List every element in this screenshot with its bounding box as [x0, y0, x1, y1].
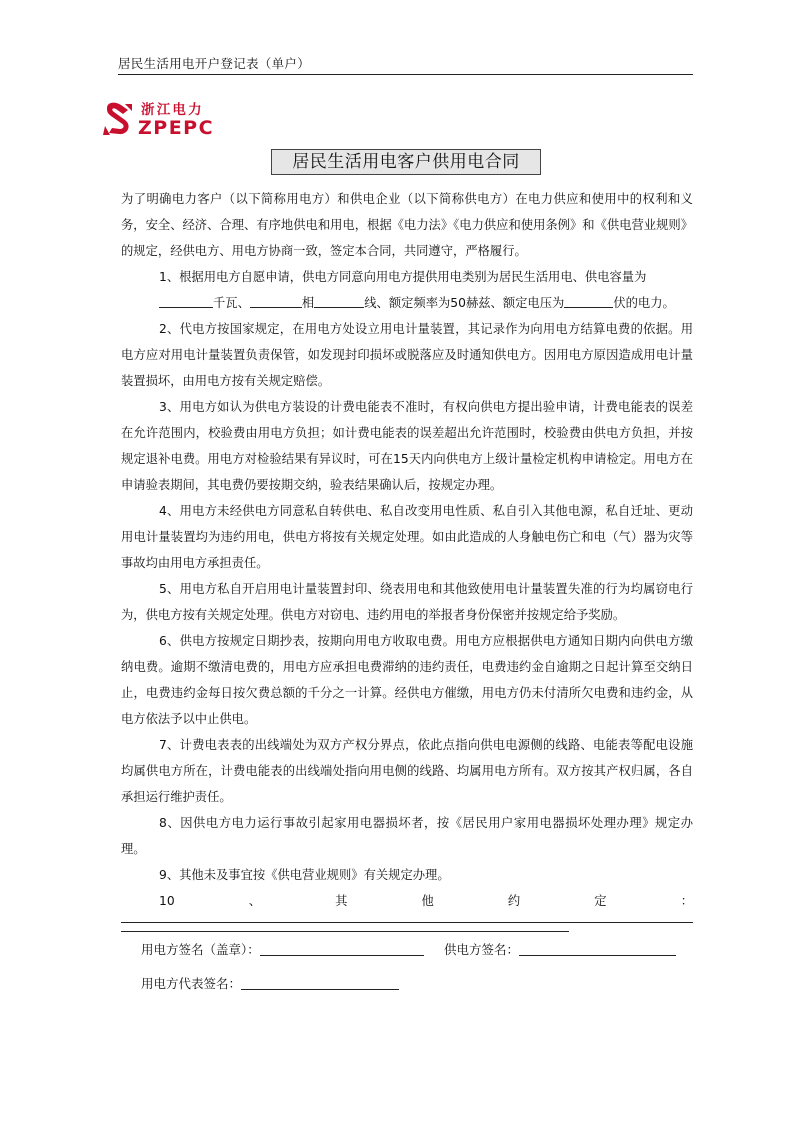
unit-volt: 伏的电力。	[613, 296, 675, 310]
voltage-blank[interactable]	[564, 294, 613, 308]
company-logo	[101, 100, 231, 140]
clause-10	[121, 888, 693, 940]
clause-3: 3、用电方如认为供电方装设的计费电能表不准时，有权向供电方提出验申请，计费电能表的误差在允许范围内，校验费由用电方负担；如计费电能表的误差超出允许范围时，校验费由供电方负担，并按规定退补电费。用电方对检验结果有异议时，可在15天内向供电方上级计量检定机构申请检定。用电方在申请验表期间，其电费仍要按期交纳，验表结果确认后，按规定办理。	[121, 400, 693, 492]
clause-5: 5、用电方私自开启用电计量装置封印、绕表用电和其他致使用电计量装置失准的行为均属窃电行为，供电方按有关规定处理。供电方对窃电、违约用电的举报者身份保密并按规定给予奖励。	[121, 582, 693, 622]
wire-blank[interactable]	[314, 294, 364, 308]
user-sign-line[interactable]	[260, 941, 424, 956]
clause-4: 4、用电方未经供电方同意私自转供电、私自改变用电性质、私自引入其他电源，私自迁址、更动用电计量装置均为违约用电，供电方将按有关规定处理。如由此造成的人身触电伤亡和电（气）器为灾等事故均由用电方承担责任。	[121, 504, 693, 570]
clause-6: 6、供电方按规定日期抄表，按期向用电方收取电费。用电方应根据供电方通知日期内向供电方缴纳电费。逾期不缴清电费的，用电方应承担电费滞纳的违约责任，电费违约金自逾期之日起计算至交纳日止，电费违约金每日按欠费总额的千分之一计算。经供电方催缴，用电方仍未付清所欠电费和违约金，从电方依法予以中止供电。	[121, 634, 693, 726]
preamble: 为了明确电力客户（以下简称用电方）和供电企业（以下简称供电方）在电力供应和使用中的权利和义务，安全、经济、合理、有序地供电和用电，根据《电力法》《电力供应和使用条例》和《供电营业规则》的规定，经供电方、用电方协商一致，签定本合同，共同遵守，严格履行。	[121, 192, 693, 258]
clause-1-text: 1、根据用电方自愿申请，供电方同意向用电方提供用电类别为居民生活用电、供电容量为	[159, 270, 647, 284]
supplier-sign-line[interactable]	[519, 941, 676, 956]
user-signature-row	[141, 940, 424, 960]
clause-8: 8、因供电方电力运行事故引起家用电器损坏者，按《居民用户家用电器损坏处理办理》规定办理。	[121, 816, 693, 856]
contract-body	[121, 186, 693, 940]
unit-wire-freq: 线、额定频率为50赫兹、额定电压为	[364, 296, 565, 310]
clause-2: 2、代电方按国家规定，在用电方处设立用电计量装置，其记录作为向用电方结算电费的依据。用电方应对用电计量装置负责保管，如发现封印损坏或脱落应及时通知供电方。因用电方原因造成用电计量装置损坏，由用电方按有关规定赔偿。	[121, 322, 693, 388]
supplier-sign-label: 供电方签名：	[444, 942, 520, 957]
unit-phase: 相	[301, 296, 315, 310]
other-agreement-line[interactable]	[121, 918, 569, 932]
user-rep-signature-row	[141, 974, 399, 994]
phase-blank[interactable]	[250, 294, 302, 308]
logo-chinese-text: 浙江电力	[141, 102, 204, 118]
running-header: 居民生活用电开户登记表（单户）	[118, 56, 693, 75]
supplier-signature-row	[444, 940, 676, 960]
clause-9: 9、其他未及事宜按《供电营业规则》有关规定办理。	[159, 868, 450, 882]
user-sign-label: 用电方签名（盖章）：	[141, 942, 260, 957]
clause-1	[121, 264, 693, 290]
unit-kw: 千瓦、	[213, 296, 250, 310]
document-title: 居民生活用电客户供用电合同	[271, 149, 541, 175]
clause-1-fill-line	[121, 290, 693, 316]
capacity-blank[interactable]	[159, 294, 213, 308]
clause-10-label: 10、其他约定：	[159, 894, 693, 908]
zpepc-emblem-icon	[101, 100, 137, 140]
section-divider	[121, 922, 693, 923]
clause-7: 7、计费电表表的出线端处为双方产权分界点，依此点指向供电电源侧的线路、电能表等配电设施均属供电方所在，计费电能表的出线端处指向用电侧的线路、均属用电方所有。双方按其产权归属，各自承担运行维护责任。	[121, 738, 693, 804]
user-rep-sign-label: 用电方代表签名：	[141, 976, 242, 991]
logo-english-text: ZPEPC	[138, 117, 215, 139]
user-rep-sign-line[interactable]	[241, 975, 399, 990]
